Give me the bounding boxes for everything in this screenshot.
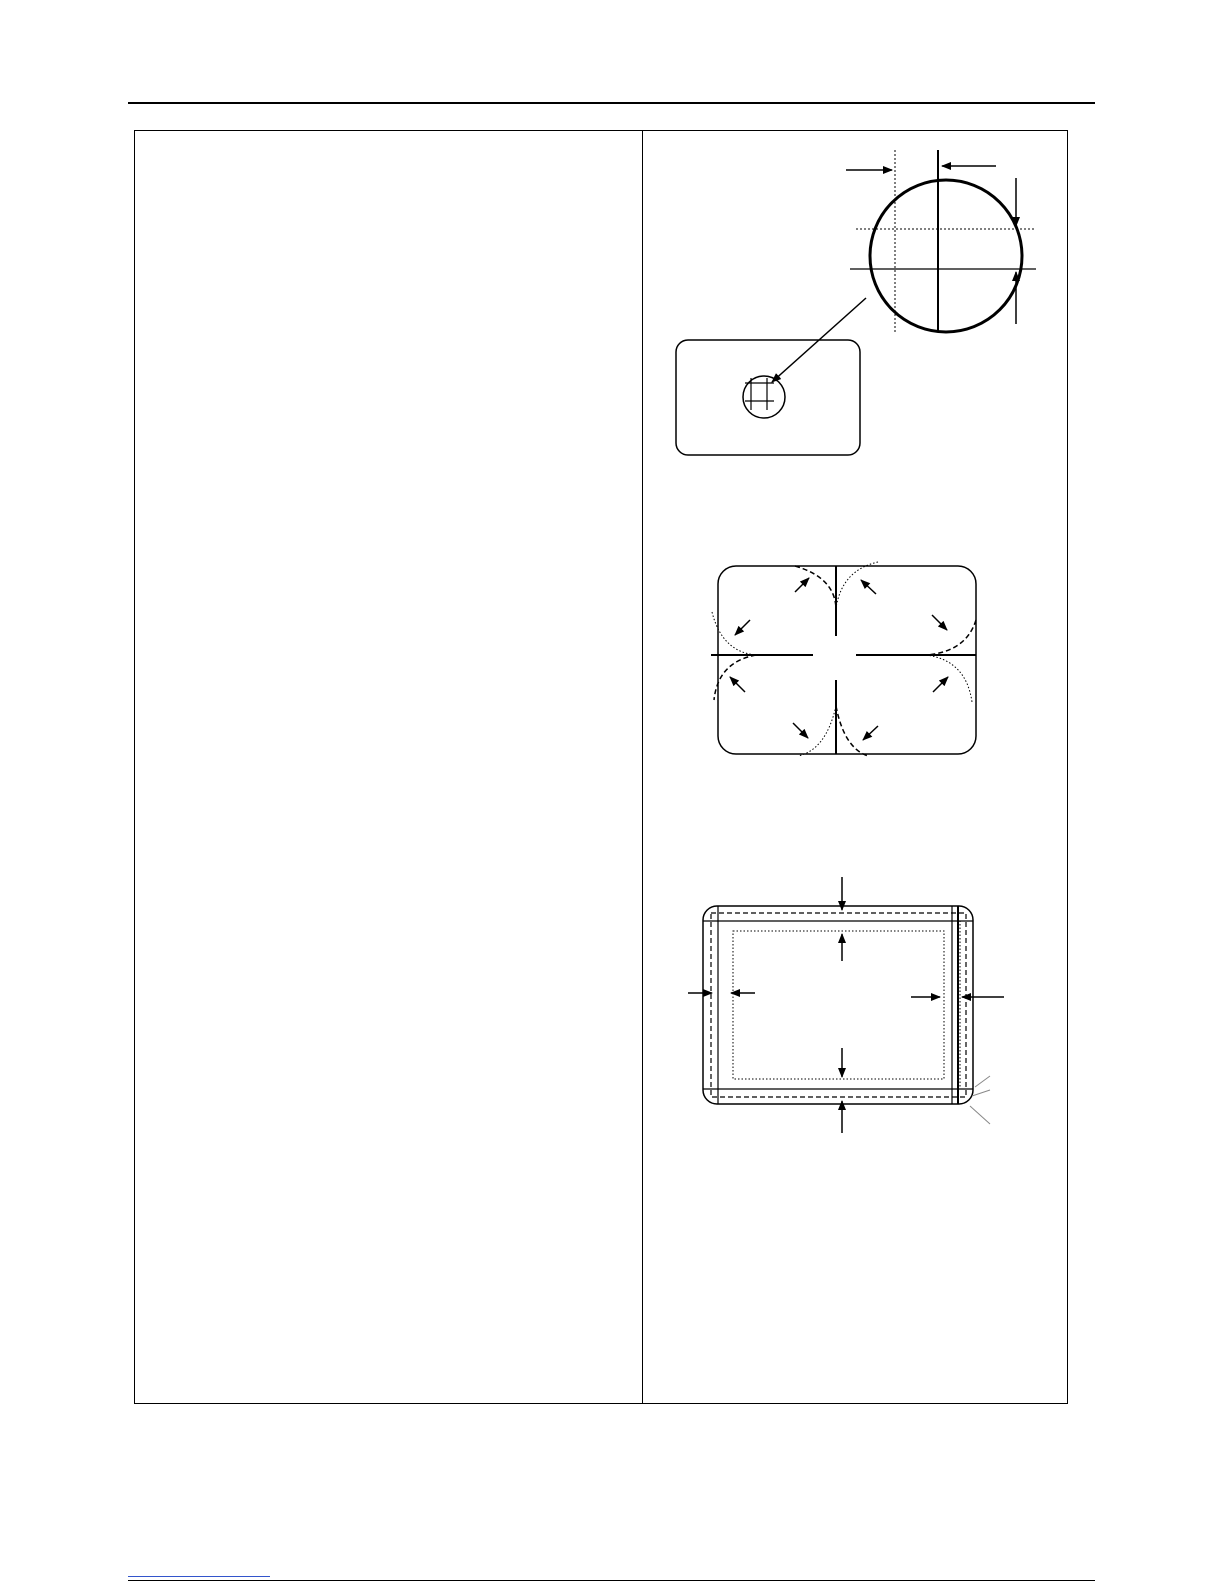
dotted-raster-inner	[733, 931, 944, 1079]
overscan-arrows	[688, 877, 1004, 1133]
dashed-raster	[711, 913, 966, 1097]
small-crosshair-icon	[745, 378, 774, 410]
crt-screen-outline	[703, 906, 973, 1104]
magnified-crosshair-icon	[850, 150, 1036, 332]
footer-rule	[128, 1580, 1095, 1581]
purity-arrows	[730, 578, 948, 740]
footer-link-underline[interactable]	[128, 1576, 270, 1577]
magnified-circle	[870, 180, 1022, 332]
dotted-arcs	[712, 562, 972, 756]
dotted-raster-outer	[718, 921, 960, 1089]
crt-screen-outline	[718, 566, 976, 754]
small-crosshair-circle	[743, 376, 785, 418]
raster-overscan-figure	[688, 877, 1004, 1133]
crt-screen-outline	[676, 340, 860, 455]
convergence-figure	[676, 150, 1036, 455]
center-cross-lines	[711, 566, 976, 754]
dashed-arcs	[714, 566, 976, 756]
solid-guide-lines	[703, 906, 973, 1104]
corner-purity-figure	[711, 562, 976, 756]
